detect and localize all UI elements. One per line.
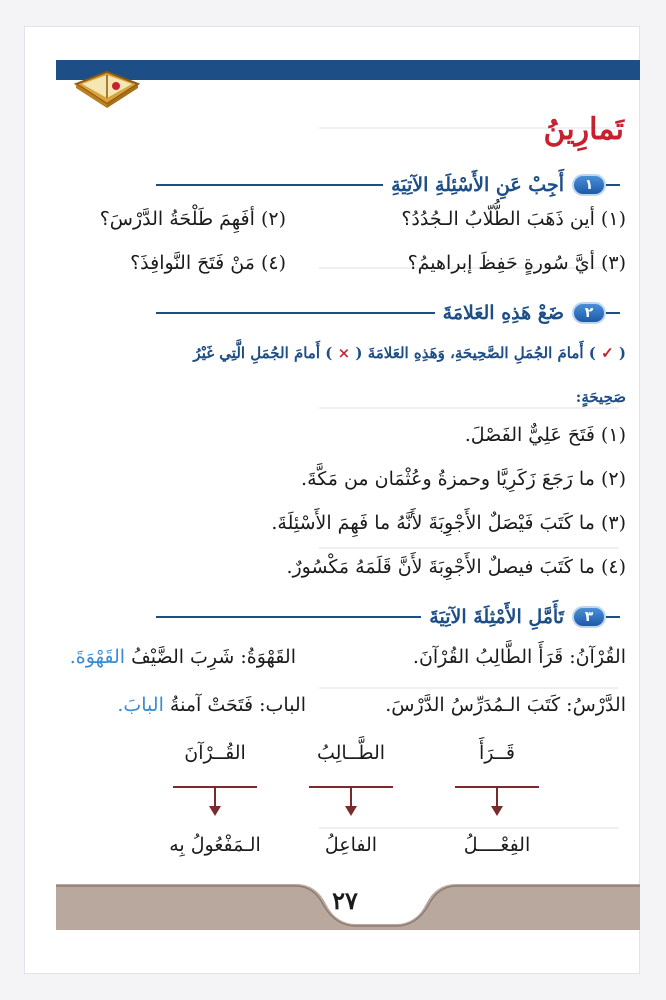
down-arrow-icon	[491, 806, 503, 816]
section-header-3	[150, 600, 620, 634]
question-4: (٤) مَنْ فَتَحَ النَّوافِذَ؟	[130, 252, 286, 274]
instruction-line	[26, 344, 626, 362]
section-number-badge: ١	[572, 174, 606, 196]
page-number: ٢٧	[332, 886, 358, 915]
instruction-text: (	[618, 344, 626, 362]
section-title: ضَعْ هَذِهِ العَلامَةَ	[442, 302, 564, 324]
example-4	[117, 694, 306, 716]
section-header-1	[150, 168, 620, 202]
question-3: (٣) أيَّ سُورةٍ حَفِظَ إبراهيمُ؟	[407, 252, 626, 274]
diagram-stem	[214, 786, 216, 808]
diagram-stem	[496, 786, 498, 808]
example-1: القُرْآنُ: قَرَأَ الطَّالِبُ القُرْآنَ.	[412, 646, 626, 668]
diagram-label-object: الـمَفْعُولُ بِه	[169, 834, 261, 856]
sentence-1: (١) فَتَحَ عَلِيٌّ الفَصْلَ.	[464, 424, 626, 446]
diagram-stem	[350, 786, 352, 808]
highlighted-word: القَهْوَةَ.	[69, 646, 126, 668]
bleed-line	[319, 827, 619, 829]
highlighted-word: البابَ.	[117, 694, 164, 716]
divider	[156, 184, 383, 186]
example-text: الباب: فَتَحَتْ آمنةُ	[169, 694, 306, 716]
question-2: (٢) أفَهِمَ طَلْحَةُ الدَّرْسَ؟	[99, 208, 286, 230]
section-number-badge: ٢	[572, 302, 606, 324]
divider	[156, 312, 435, 314]
page-heading: تَمارِينُ	[543, 112, 624, 147]
diagram-word-object: القُــرْآنَ	[184, 742, 246, 764]
divider	[156, 616, 421, 618]
section-header-2	[150, 296, 620, 330]
instruction-text: ) أَمامَ الجُمَلِ الَّتِي غَيْرُ	[193, 344, 333, 362]
section-number-badge: ٣	[572, 606, 606, 628]
cross-mark-icon: ×	[337, 344, 351, 362]
bleed-line	[319, 407, 619, 409]
sentence-2: (٢) ما رَجَعَ زَكَرِيَّا وحمزةُ وعُثْمَان من مَكَّةَ.	[301, 468, 626, 490]
instruction-continuation: صَحِيحَةٍ:	[575, 388, 626, 406]
divider	[606, 312, 620, 314]
question-1: (١) أين ذَهَبَ الطُّلّابُ الـجُدُدُ؟	[401, 208, 626, 230]
check-mark-icon: ✓	[601, 344, 614, 362]
sentence-3: (٣) ما كَتَبَ فَيْصَلٌ الأَجْوِبَةَ لأَنَّهُ ما فَهِمَ الأَسْئِلَةَ.	[271, 512, 626, 534]
header-bar	[56, 60, 640, 80]
instruction-text: ) أَمامَ الجُمَلِ الصَّحِيحَةِ، وَهَذِهِ العَلامَةَ (	[355, 344, 596, 362]
bleed-line	[319, 687, 619, 689]
divider	[606, 184, 620, 186]
sentence-4: (٤) ما كَتَبَ فيصلٌ الأَجْوِبَةَ لأَنَّ قَلَمَهُ مَكْسُورٌ.	[286, 556, 626, 578]
diagram-label-subject: الفاعِلُ	[324, 834, 378, 856]
down-arrow-icon	[209, 806, 221, 816]
section-title: أَجِبْ عَنِ الأَسْئِلَةِ الآتِيَةِ	[391, 174, 564, 196]
divider	[606, 616, 620, 618]
example-3: الدَّرْسُ: كَتَبَ الـمُدَرِّسُ الدَّرْسَ.	[385, 694, 626, 716]
diagram-word-verb: قَــرَأَ	[479, 742, 515, 764]
down-arrow-icon	[345, 806, 357, 816]
bleed-line	[319, 547, 619, 549]
example-text: القَهْوَةُ: شَرِبَ الضَّيْفُ	[131, 646, 296, 668]
section-title: تَأَمَّلِ الأَمْثِلَةَ الآتِيَةَ	[429, 606, 564, 628]
book-icon	[72, 64, 142, 110]
diagram-label-verb: الفِعْــــلُ	[463, 834, 531, 856]
diagram-word-subject: الطَّــالِبُ	[316, 742, 386, 764]
example-2	[70, 646, 296, 668]
